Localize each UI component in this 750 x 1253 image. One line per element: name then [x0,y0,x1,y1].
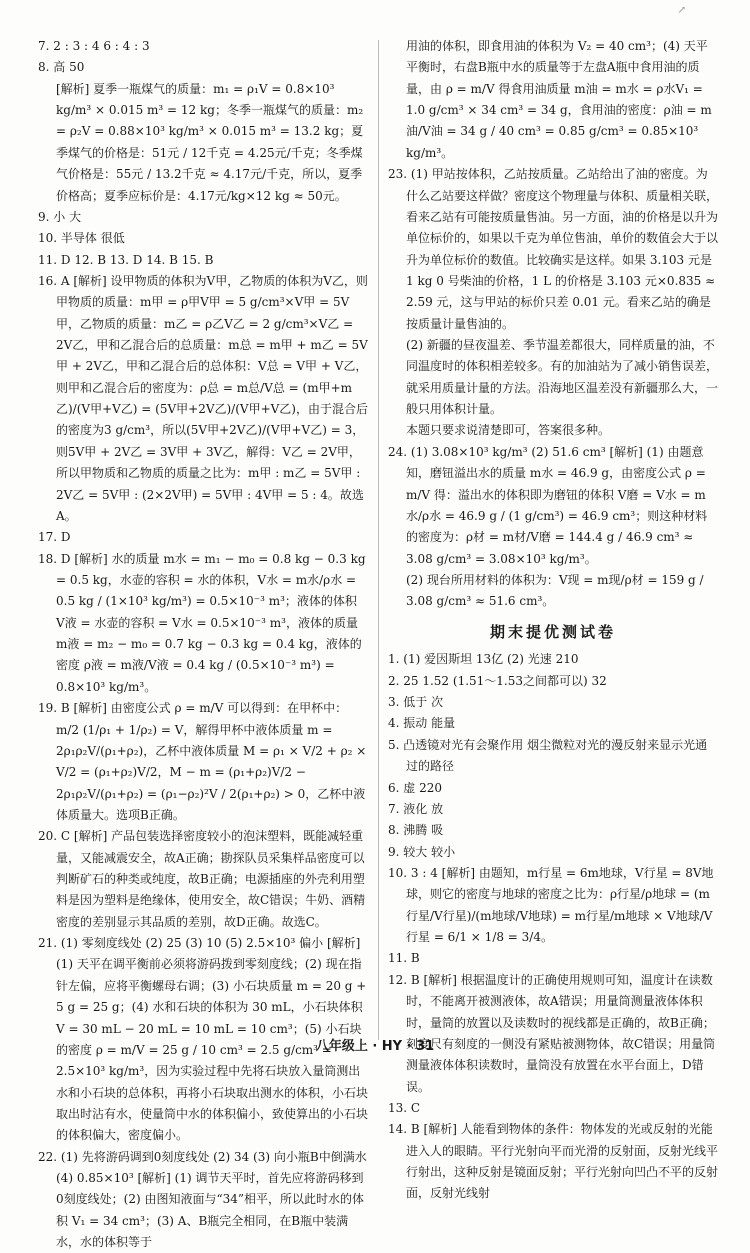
answer-q22: 22. (1) 先将游码调到0刻度线处 (2) 34 (3) 向小瓶B中倒满水 (4) 0.85×10³ [解析] (1) 调节天平时，首先应将游码移到0刻度线处；(2) 由图知液面与“34”相平，所以此时水的体积 V₁ = 34 cm³；(3) A、B瓶完全相同，在B瓶中装满水，水的体积等于 [38,1149,367,1250]
answer-q24-part2: (2) 现台所用材料的体积为：V现 = m现/ρ材 = 159 g / 3.08 g/cm³ ≈ 51.6 cm³。 [406,572,704,609]
answer-q20: 20. C [解析] 产品包装选择密度较小的泡沫塑料，既能减轻重量，又能减震安全，故A正确；勘探队员采集样品密度可以判断矿石的种类或纯度，故B正确；电源插座的外壳利用塑料是因为塑料是绝缘体，使用安全，故C错误；牛奶、酒精密度的差别显示其品质的差别，故D正确。故选C。 [38,829,366,929]
answer-q24: 24. (1) 3.08×10³ kg/m³ (2) 51.6 cm³ [解析] (1) 由题意知，磨钮溢出水的质量 m水 = 46.9 g，由密度公式 ρ = m/V 得：溢出水的体积即为磨钮的体积 V磨 = V水 = m水/ρ水 = 46.9 g / (1 g/cm³) = 46.9 cm³；则这种材料的密度为：ρ材 = m材/V磨 = 144.4 g / 46.9 cm³ ≈ 3.08 g/cm³ = 3.08×10³ kg/m³。 [388,444,708,566]
answer-q18: 18. D [解析] 水的质量 m水 = m₁ − m₀ = 0.8 kg − 0.3 kg = 0.5 kg，水壶的容积 = 水的体积，V水 = m水/ρ水 = 0.5 kg / (1×10³ kg/m³) = 0.5×10⁻³ m³；液体的体积 V液 = 水壶的容积 = V水 = 0.5×10⁻³ m³，液体的质量 m液 = m₂ − m₀ = 0.7 kg − 0.3 kg = 0.4 kg，液体的密度 ρ液 = m液/V液 = 0.4 kg / (0.5×10⁻³ m³) = 0.8×10³ kg/m³。 [38,551,366,694]
answer-q23-note: 本题只要求说清楚即可，答案很多种。 [406,423,611,438]
answer-q22-cont: 用油的体积，即食用油的体积为 V₂ = 40 cm³；(4) 天平平衡时，右盘B瓶中水的质量等于左盘A瓶中食用油的质量，由 ρ = m/V 得食用油质量 m油 = m水 = ρ水V₁ = 1.0 g/cm³ × 34 cm³ = 34 g，食用油的密度：ρ油 = m油/V油 = 34 g / 40 cm³ = 0.85 g/cm³ = 0.85×10³ kg/m³。 [406,39,712,160]
section-title: 期末提优测试卷 [489,622,616,641]
answer-q8-head: 8. 高 50 [38,60,85,75]
page-footer: 八年级上 · HY · 31 [315,1038,435,1054]
answer-q23-part2: (2) 新疆的昼夜温差、季节温差都很大，同样质量的油，不同温度时的体积相差较多。有的加油站为了减小销售误差，就采用质量计量的方法。沿海地区温差没有新疆那么大，一般只用体积计量。 [406,338,719,417]
final-q12: 12. B [解析] 根据温度计的正确使用规则可知，温度计在读数时，不能离开被测液体，故A错误；用量筒测量液体体积时，量筒的放置以及读数时的视线都是正确的，故B正确；刻度尺有刻度的一侧没有紧贴被测物体，故C错误；用量筒测量液体体积读数时，量筒没有放置在水平台面上，D错误。 [388,972,716,1094]
answer-q23: 23. (1) 甲站按体积，乙站按质量。乙站给出了油的密度。为什么乙站要这样做？密度这个物理量与体积、质量相关联，看来乙站有可能按质量售油。另一方面，油的价格是以升为单位标价的，如果以千克为单位售油，单价的数值会大于以升为单位标价的数值。比较确实是这样。如果 3.103 元是 1 kg 0 号柴油的价格，1 L 的价格是 3.103 元×0.835 ≈ 2.59 元，这与甲站的标价只差 0.01 元。看来乙站的确是按质量计量售油的。 [388,167,719,331]
column-divider [378,40,379,1040]
left-column [38,36,368,1253]
answer-q21: 21. (1) 零刻度线处 (2) 25 (3) 10 (5) 2.5×10³ 偏小 [解析] (1) 天平在调平衡前必须将游码拨到零刻度线；(2) 现在指针左偏，应将平衡螺母右调；(3) 小石块质量 m = 20 g + 5 g = 25 g；(4) 水和石块的体积为 30 mL，小石块体积 V = 30 mL − 20 mL = 10 mL = 10 cm³；(5) 小石块的密度 ρ = m/V = 25 g / 10 cm³ = 2.5 g/cm³ = 2.5×10³ kg/m³，因为实验过程中先将石块放入量筒测出水和小石块的总体积，再将小石块取出测水的体积，小石块取出时沾有水，使量筒中水的体积偏小，致使算出的小石块的体积偏大，密度偏小。 [38,936,369,1143]
answer-q17: 17. D [38,530,71,545]
final-q7: 7. 液化 放 [388,801,444,816]
answer-q7: 7. 2 : 3 : 4 6 : 4 : 3 [38,39,150,53]
final-q13: 13. C [388,1100,421,1115]
answer-q10: 10. 半导体 很低 [38,231,125,246]
final-q11: 11. B [388,951,420,966]
final-q14: 14. B [解析] 人能看到物体的条件：物体发的光或反射的光能进入人的眼睛。平行光射向平而光滑的反射面，反射光线平行射出，这种反射是镜面反射；平行光射向凹凸不平的反射面，反射光线射 [388,1122,719,1201]
answer-q8-body: [解析] 夏季一瓶煤气的质量：m₁ = ρ₁V = 0.8×10³ kg/m³ × 0.015 m³ = 12 kg；冬季一瓶煤气的质量：m₂ = ρ₂V = 0.88×10³ kg/m³ × 0.015 m³ = 13.2 kg；夏季煤气的价格是：51元 / 12千克 = 4.25元/千克；冬季煤气价格是：55元 / 13.2千克 ≈ 4.17元/千克，所以，夏季价格高；夏季应标价是：4.17元/kg×12 kg ≈ 50元。 [56,81,364,203]
final-q1: 1. (1) 爱因斯坦 13亿 (2) 光速 210 [388,652,579,667]
answer-q9: 9. 小 大 [38,209,82,224]
final-q2: 2. 25 1.52 (1.51～1.53之间都可以) 32 [388,673,607,688]
answer-q19: 19. B [解析] 由密度公式 ρ = m/V 可以得到：在甲杯中：m/2 (1/ρ₁ + 1/ρ₂) = V，解得甲杯中液体质量 m = 2ρ₁ρ₂V/(ρ₁+ρ₂)，乙杯中液体质量 M = ρ₁ × V/2 + ρ₂ × V/2 = (ρ₁+ρ₂)V/2，M − m = (ρ₁+ρ₂)V/2 − 2ρ₁ρ₂V/(ρ₁+ρ₂) = (ρ₁−ρ₂)²V / 2(ρ₁+ρ₂) > 0，乙杯中液体质量大。选项B正确。 [38,701,367,822]
final-q4: 4. 振动 能量 [388,716,456,731]
final-q9: 9. 较大 较小 [388,844,456,859]
answer-q11-15: 11. D 12. B 13. D 14. B 15. B [38,252,214,267]
answer-q16: 16. A [解析] 设甲物质的体积为V甲，乙物质的体积为V乙，则甲物质的质量：m甲 = ρ甲V甲 = 5 g/cm³×V甲 = 5V甲，乙物质的质量：m乙 = ρ乙V乙 = 2 g/cm³×V乙 = 2V乙，甲和乙混合后的总质量：m总 = m甲 + m乙 = 5V甲 + 2V乙，甲和乙混合后的总体积：V总 = V甲 + V乙，则甲和乙混合后的密度为：ρ总 = m总/V总 = (m甲+m乙)/(V甲+V乙) = (5V甲+2V乙)/(V甲+V乙)，由于混合后的密度为3 g/cm³，所以(5V甲+2V乙)/(V甲+V乙) = 3，则5V甲 + 2V乙 = 3V甲 + 3V乙，解得：V乙 = 2V甲，所以甲物质和乙物质的质量之比为：m甲 : m乙 = 5V甲 : 2V乙 = 5V甲 : (2×2V甲) = 5V甲 : 4V甲 = 5 : 4。故选A。 [38,273,368,523]
final-q5: 5. 凸透镜对光有会聚作用 烟尘微粒对光的漫反射来显示光通过的路径 [388,737,708,774]
final-q8: 8. 沸腾 吸 [388,823,444,838]
right-column [388,36,718,1205]
final-q6: 6. 虚 220 [388,780,442,795]
corner-mark: ↗ [677,5,686,16]
final-q3: 3. 低于 次 [388,695,444,710]
final-q10: 10. 3 : 4 [解析] 由题知，m行星 = 6m地球，V行星 = 8V地球，则它的密度与地球的密度之比为：ρ行星/ρ地球 = (m行星/V行星)/(m地球/V地球) = m行星/m地球 × V地球/V行星 = 6/1 × 1/8 = 3/4。 [388,865,714,945]
